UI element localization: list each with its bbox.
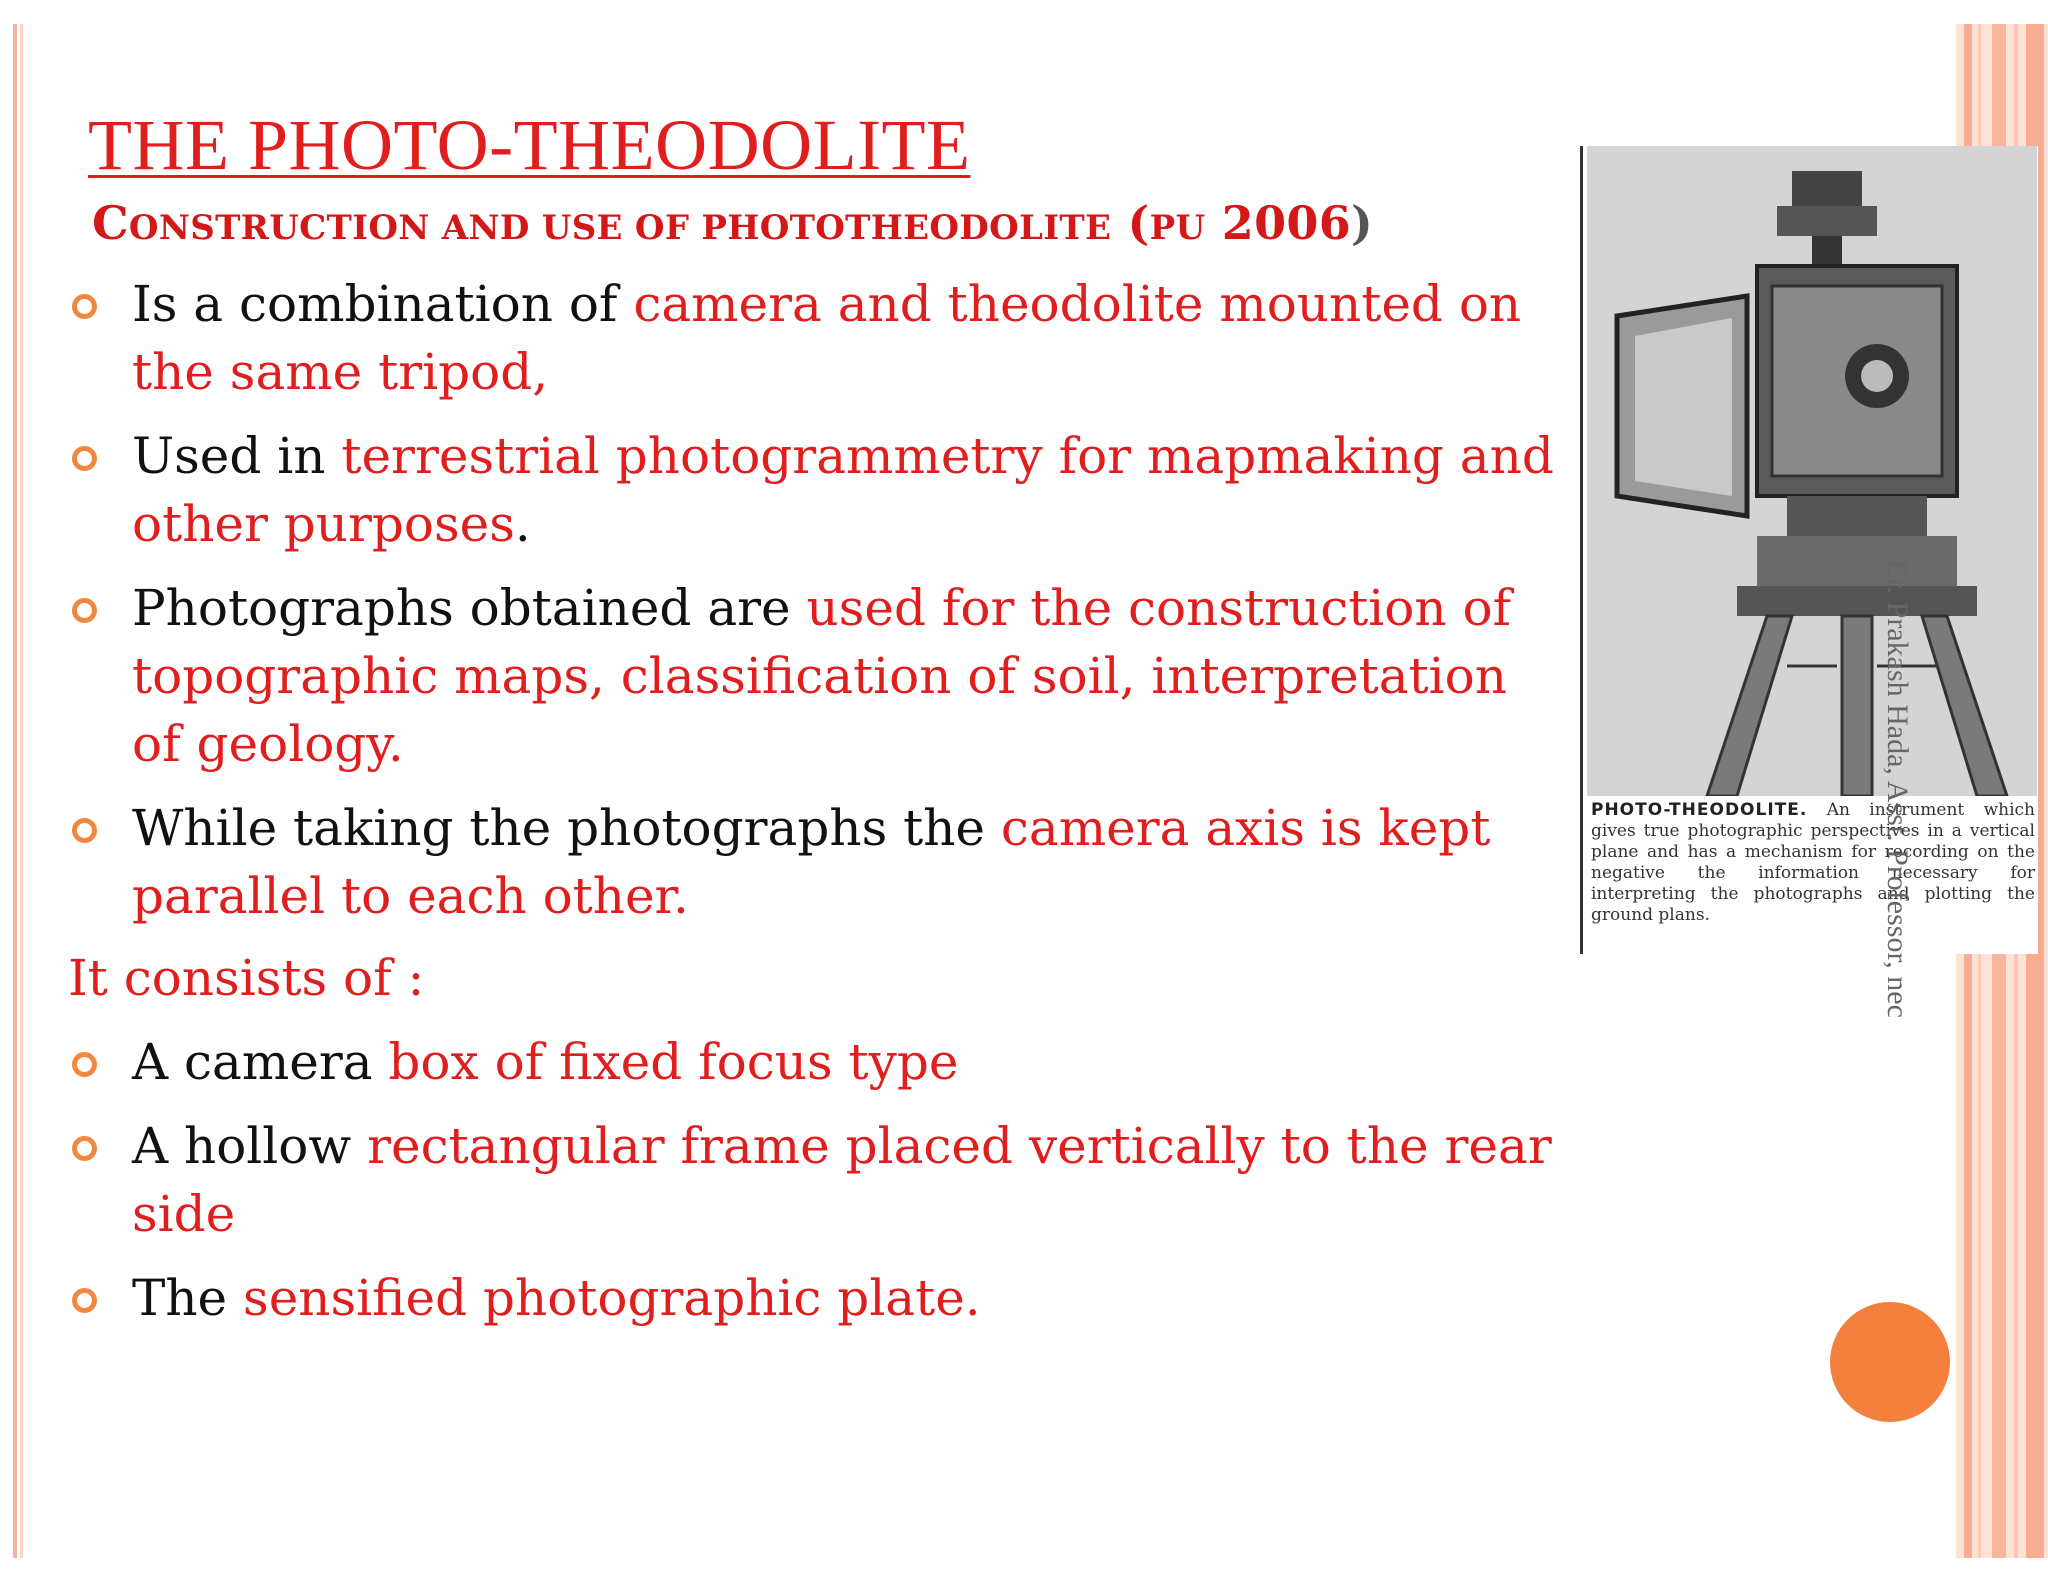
bullet-item [68,794,1568,930]
bullet-text: Photographs obtained are [132,579,807,637]
ring-bullet-icon [72,446,97,471]
subtitle-close-paren: ) [1351,196,1374,250]
bullet-text: While taking the photographs the [132,799,1001,857]
ring-bullet-icon [72,294,97,319]
caption-text: An instrument which gives true photographic perspectives in a vertical plane and has a mechanism for recording on the negative the information necessary for interpreting the photographs and plotting the ground plans. [1591,800,2036,925]
left-border-stripe-thin [20,24,23,1558]
phototheodolite-photo [1587,146,2037,796]
part-text: A camera [132,1033,389,1091]
subtitle-year: 2006 [1221,196,1352,250]
bullet-highlight: camera axis is kept parallel to each other. [132,799,1491,925]
bullet-highlight: terrestrial photogrammetry for mapmaking and other purposes [132,427,1554,553]
part-item [68,1264,1568,1332]
ring-bullet-icon [72,1288,97,1313]
part-text: A hollow [132,1117,368,1175]
slide-body [68,270,1568,1348]
ring-bullet-icon [72,598,97,623]
author-credit: Er. Prakash Hada, Asst. Professor, nec [1881,560,1914,1018]
part-highlight: rectangular frame placed vertically to the rear side [132,1117,1552,1243]
figure-caption [1591,800,2035,926]
slide-subtitle [92,196,1373,250]
bullet-highlight: used for the construction of topographic maps, classification of soil, interpretation of geology. [132,579,1512,773]
bullet-text: Is a combination of [132,275,634,333]
caption-title: PHOTO-THEODOLITE. [1591,800,1808,820]
part-item [68,1112,1568,1248]
subtitle-open-paren: ( [1127,196,1150,250]
ring-bullet-icon [72,1136,97,1161]
subtitle-c: C [92,196,129,250]
bullet-item [68,574,1568,778]
part-highlight: box of fixed focus type [388,1033,959,1091]
left-border-stripe [13,24,17,1558]
part-item [68,1028,1568,1096]
part-highlight: sensified photographic plate. [243,1269,981,1327]
bullet-tail: . [514,495,531,553]
subtitle-pu: PU [1149,208,1206,248]
bullet-text: Used in [132,427,342,485]
bullet-item [68,422,1568,558]
bullet-item [68,270,1568,406]
decorative-circle [1830,1302,1950,1422]
ring-bullet-icon [72,818,97,843]
consists-of-line: It consists of : [68,949,425,1007]
ring-bullet-icon [72,1052,97,1077]
slide-title: THE PHOTO-THEODOLITE [88,105,971,185]
subtitle-rest: ONSTRUCTION AND USE OF PHOTOTHEODOLITE [128,208,1112,248]
part-text: The [132,1269,244,1327]
phototheodolite-figure [1580,146,2038,954]
bullet-highlight: camera and theodolite mounted on the same tripod, [132,275,1522,401]
